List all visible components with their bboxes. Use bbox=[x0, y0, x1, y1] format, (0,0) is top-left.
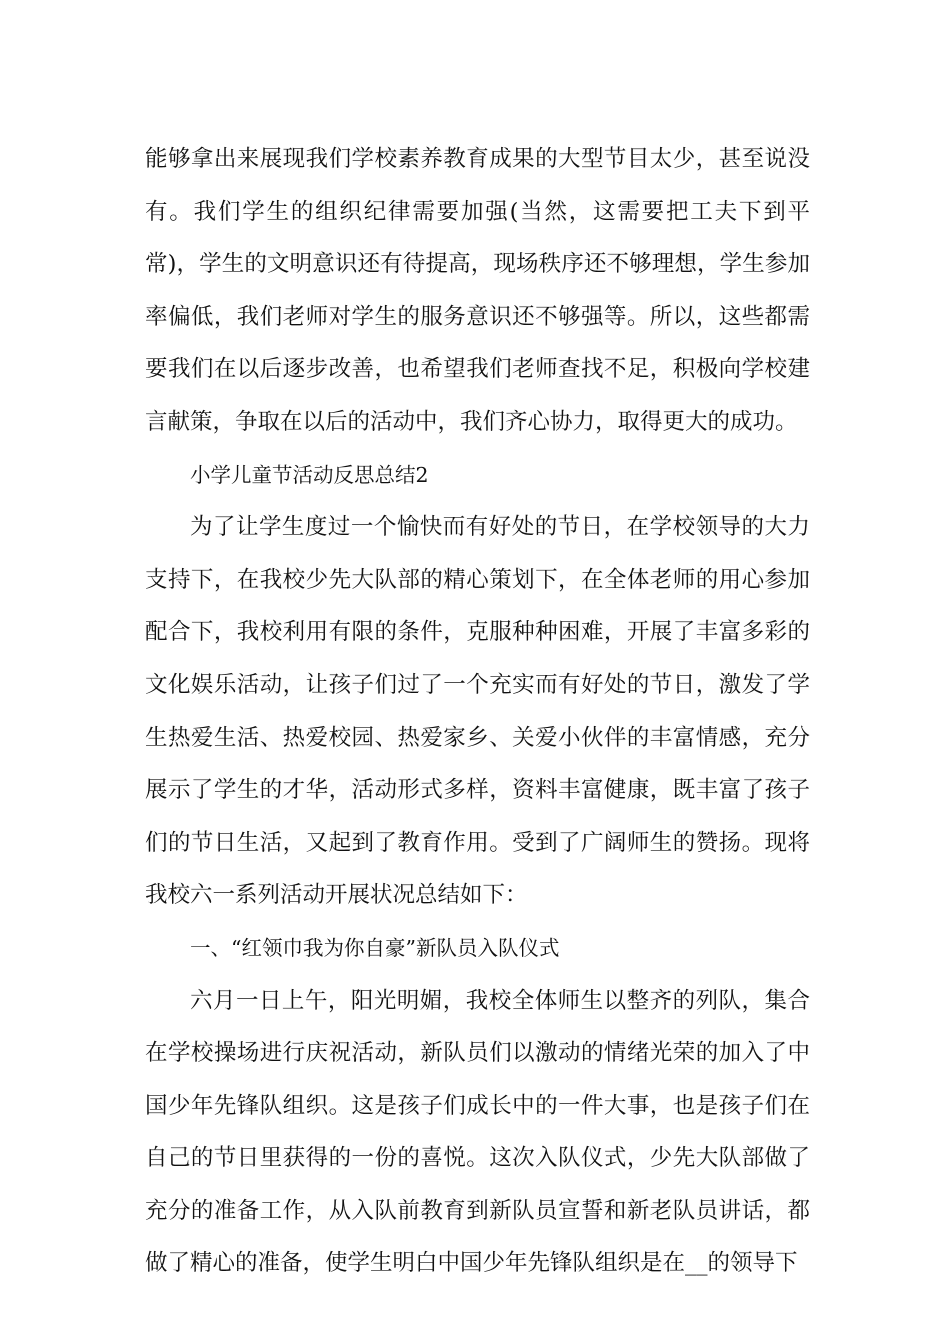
paragraph-continuation: 能够拿出来展现我们学校素养教育成果的大型节目太少，甚至说没有。我们学生的组织纪律需要加强(当然，这需要把工夫下到平常)，学生的文明意识还有待提高，现场秩序还不够理想，学生参加率偏低，我们老师对学生的服务意识还不够强等。所以，这些都需要我们在以后逐步改善，也希望我们老师查找不足，积极向学校建言献策，争取在以后的活动中，我们齐心协力，取得更大的成功。 bbox=[145, 146, 810, 435]
subsection-heading: 一、“红领巾我为你自豪”新队员入队仪式 bbox=[190, 935, 560, 960]
paragraph-ceremony: 六月一日上午，阳光明媚，我校全体师生以整齐的列队，集合在学校操场进行庆祝活动，新队员们以激动的情绪光荣的加入了中国少年先锋队组织。这是孩子们成长中的一件大事，也是孩子们在自己的节日里获得的一份的喜悦。这次入队仪式，少先大队部做了充分的准备工作，从入队前教育到新队员宣誓和新老队员讲话，都做了精心的准备，使学生明白中国少年先锋队组织是在__的领导下 bbox=[145, 987, 810, 1277]
section-title: 小学儿童节活动反思总结2 bbox=[190, 462, 429, 487]
document-body bbox=[145, 133, 810, 1290]
paragraph-intro: 为了让学生度过一个愉快而有好处的节日，在学校领导的大力支持下，在我校少先大队部的精心策划下，在全体老师的用心参加配合下，我校利用有限的条件，克服种种困难，开展了丰富多彩的文化娱乐活动，让孩子们过了一个充实而有好处的节日，激发了学生热爱生活、热爱校园、热爱家乡、关爱小伙伴的丰富情感，充分展示了学生的才华，活动形式多样，资料丰富健康，既丰富了孩子们的节日生活，又起到了教育作用。受到了广阔师生的赞扬。现将我校六一系列活动开展状况总结如下： bbox=[145, 514, 810, 909]
